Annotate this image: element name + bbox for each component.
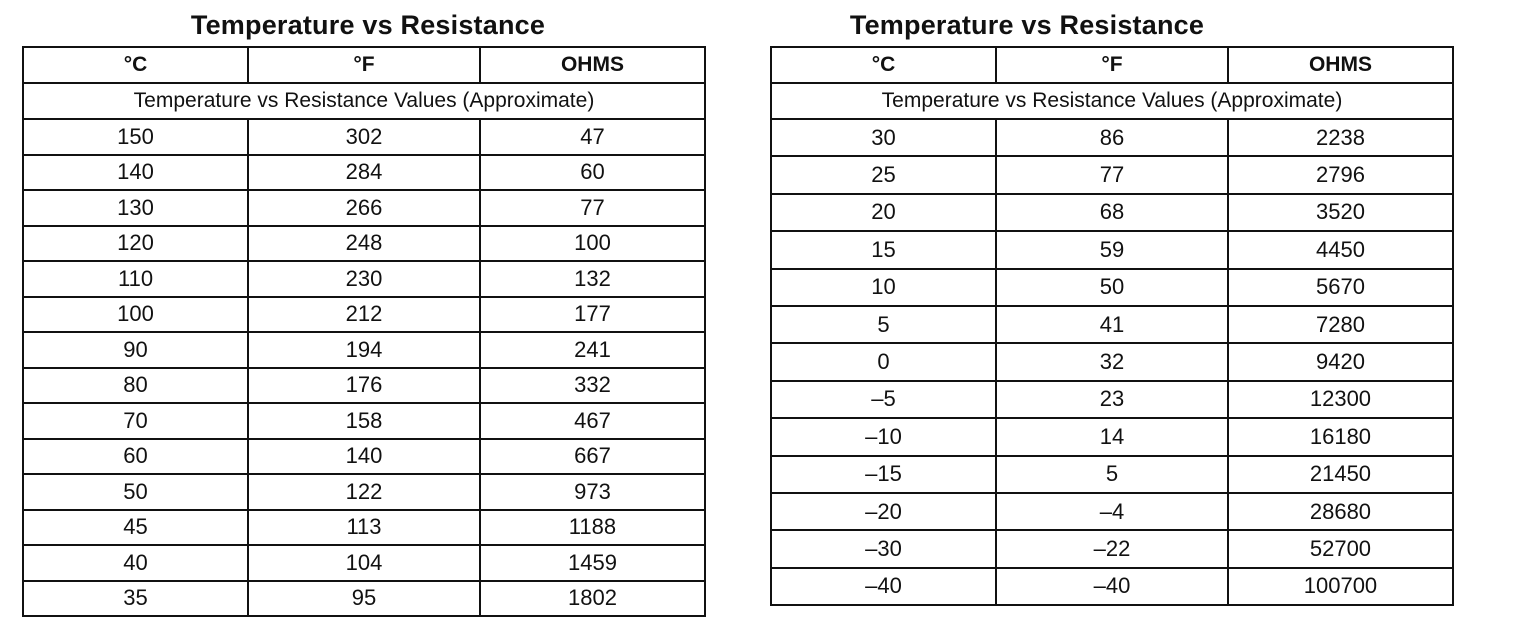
table-row: [771, 493, 1453, 530]
celsius-cell: –10: [771, 418, 996, 455]
table-row: [771, 119, 1453, 156]
right-table-title: Temperature vs Resistance: [849, 10, 1205, 40]
ohms-cell: 16180: [1228, 418, 1453, 455]
celsius-cell: –20: [771, 493, 996, 530]
fahrenheit-cell: 158: [248, 403, 480, 439]
ohms-header: OHMS: [1228, 47, 1453, 83]
ohms-cell: 77: [480, 190, 705, 226]
fahrenheit-cell: 266: [248, 190, 480, 226]
ohms-cell: 28680: [1228, 493, 1453, 530]
table-row: [771, 418, 1453, 455]
table-row: [771, 306, 1453, 343]
ohms-cell: 1188: [480, 510, 705, 546]
celsius-cell: 20: [771, 194, 996, 231]
table-row: [23, 297, 705, 333]
fahrenheit-cell: 248: [248, 226, 480, 262]
ohms-cell: 1459: [480, 545, 705, 581]
right-table-panel: [770, 8, 1454, 606]
celsius-cell: 25: [771, 156, 996, 193]
ohms-cell: 2796: [1228, 156, 1453, 193]
celsius-cell: –40: [771, 568, 996, 605]
table-row: [23, 439, 705, 475]
ohms-cell: 332: [480, 368, 705, 404]
fahrenheit-cell: 14: [996, 418, 1228, 455]
celsius-cell: 150: [23, 119, 248, 155]
fahrenheit-cell: 68: [996, 194, 1228, 231]
ohms-cell: 7280: [1228, 306, 1453, 343]
table-row: [771, 456, 1453, 493]
table-row: [23, 261, 705, 297]
table-row: [23, 226, 705, 262]
celsius-cell: 30: [771, 119, 996, 156]
fahrenheit-cell: 284: [248, 155, 480, 191]
table-row: [771, 156, 1453, 193]
fahrenheit-cell: 122: [248, 474, 480, 510]
celsius-cell: 120: [23, 226, 248, 262]
celsius-cell: 110: [23, 261, 248, 297]
celsius-cell: –5: [771, 381, 996, 418]
table-row: [771, 530, 1453, 567]
subtitle-row: [771, 83, 1453, 119]
table-row: [23, 474, 705, 510]
ohms-cell: 4450: [1228, 231, 1453, 268]
celsius-cell: 5: [771, 306, 996, 343]
celsius-cell: 35: [23, 581, 248, 617]
fahrenheit-cell: –22: [996, 530, 1228, 567]
ohms-cell: 9420: [1228, 343, 1453, 380]
table-row: [23, 368, 705, 404]
table-row: [771, 568, 1453, 605]
celsius-cell: –15: [771, 456, 996, 493]
fahrenheit-cell: 59: [996, 231, 1228, 268]
ohms-header: OHMS: [480, 47, 705, 83]
fahrenheit-cell: 140: [248, 439, 480, 475]
table-subtitle: Temperature vs Resistance Values (Approximate): [23, 83, 705, 119]
table-row: [771, 343, 1453, 380]
subtitle-row: [23, 83, 705, 119]
ohms-cell: 5670: [1228, 269, 1453, 306]
table-row: [771, 194, 1453, 231]
celsius-cell: 60: [23, 439, 248, 475]
fahrenheit-cell: 95: [248, 581, 480, 617]
table-subtitle: Temperature vs Resistance Values (Approximate): [771, 83, 1453, 119]
fahrenheit-cell: 77: [996, 156, 1228, 193]
celsius-cell: 140: [23, 155, 248, 191]
ohms-cell: 973: [480, 474, 705, 510]
fahrenheit-header: °F: [248, 47, 480, 83]
fahrenheit-cell: 5: [996, 456, 1228, 493]
table-row: [771, 269, 1453, 306]
celsius-cell: 100: [23, 297, 248, 333]
fahrenheit-cell: –40: [996, 568, 1228, 605]
ohms-cell: 12300: [1228, 381, 1453, 418]
fahrenheit-cell: 86: [996, 119, 1228, 156]
table-row: [771, 231, 1453, 268]
ohms-cell: 1802: [480, 581, 705, 617]
ohms-cell: 467: [480, 403, 705, 439]
celsius-cell: 130: [23, 190, 248, 226]
fahrenheit-cell: 212: [248, 297, 480, 333]
table-row: [23, 581, 705, 617]
celsius-cell: 70: [23, 403, 248, 439]
ohms-cell: 667: [480, 439, 705, 475]
fahrenheit-cell: 230: [248, 261, 480, 297]
left-table-title: Temperature vs Resistance: [190, 10, 546, 40]
ohms-cell: 2238: [1228, 119, 1453, 156]
celsius-header: °C: [771, 47, 996, 83]
table-row: [23, 119, 705, 155]
celsius-header: °C: [23, 47, 248, 83]
fahrenheit-cell: 302: [248, 119, 480, 155]
celsius-cell: 0: [771, 343, 996, 380]
ohms-cell: 47: [480, 119, 705, 155]
left-table-panel: [22, 8, 706, 617]
ohms-cell: 21450: [1228, 456, 1453, 493]
fahrenheit-cell: 176: [248, 368, 480, 404]
table-row: [23, 155, 705, 191]
fahrenheit-cell: 41: [996, 306, 1228, 343]
header-row: [771, 47, 1453, 83]
fahrenheit-cell: –4: [996, 493, 1228, 530]
table-row: [23, 510, 705, 546]
table-row: [23, 332, 705, 368]
table-row: [23, 190, 705, 226]
table-row: [23, 403, 705, 439]
left-resistance-table: [22, 46, 706, 617]
fahrenheit-cell: 32: [996, 343, 1228, 380]
celsius-cell: 15: [771, 231, 996, 268]
header-row: [23, 47, 705, 83]
ohms-cell: 241: [480, 332, 705, 368]
celsius-cell: 80: [23, 368, 248, 404]
ohms-cell: 132: [480, 261, 705, 297]
fahrenheit-cell: 113: [248, 510, 480, 546]
fahrenheit-cell: 50: [996, 269, 1228, 306]
celsius-cell: –30: [771, 530, 996, 567]
fahrenheit-cell: 23: [996, 381, 1228, 418]
celsius-cell: 45: [23, 510, 248, 546]
right-resistance-table: [770, 46, 1454, 606]
ohms-cell: 52700: [1228, 530, 1453, 567]
fahrenheit-cell: 104: [248, 545, 480, 581]
ohms-cell: 100: [480, 226, 705, 262]
fahrenheit-header: °F: [996, 47, 1228, 83]
celsius-cell: 50: [23, 474, 248, 510]
fahrenheit-cell: 194: [248, 332, 480, 368]
table-row: [23, 545, 705, 581]
table-row: [771, 381, 1453, 418]
ohms-cell: 177: [480, 297, 705, 333]
ohms-cell: 60: [480, 155, 705, 191]
celsius-cell: 90: [23, 332, 248, 368]
ohms-cell: 100700: [1228, 568, 1453, 605]
celsius-cell: 40: [23, 545, 248, 581]
celsius-cell: 10: [771, 269, 996, 306]
ohms-cell: 3520: [1228, 194, 1453, 231]
